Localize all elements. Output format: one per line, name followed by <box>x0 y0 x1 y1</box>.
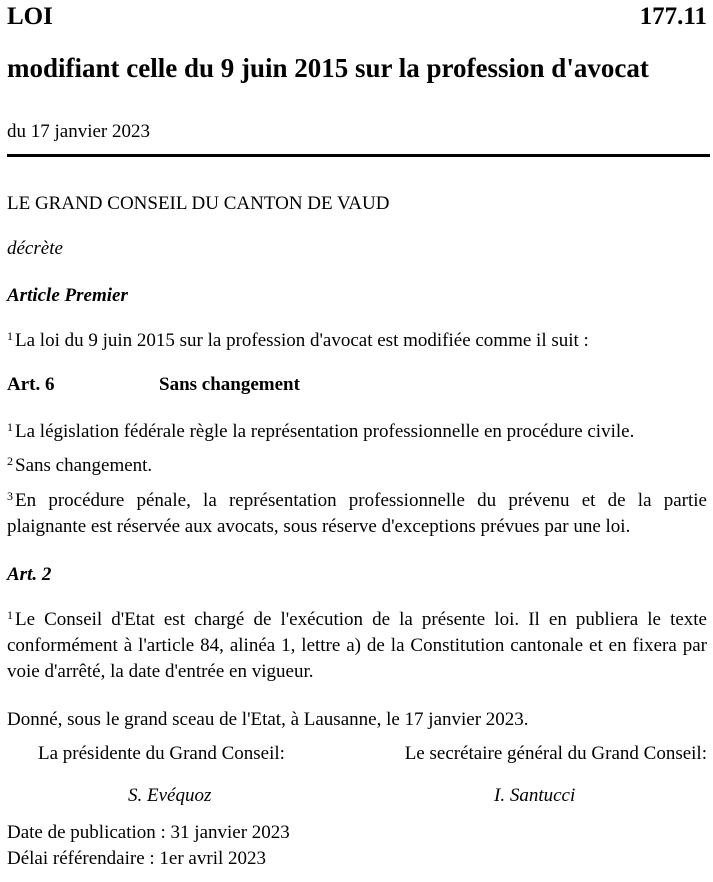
law-number: 177.11 <box>639 3 707 30</box>
alinea-number: 1 <box>7 329 13 343</box>
alinea-text: En procédure pénale, la représentation professionnelle du prévenu et de la partie plaignante est réservée aux avocats, sous réserve d'exceptions prévues par une loi. <box>7 490 707 537</box>
president-title: La présidente du Grand Conseil: <box>38 743 285 764</box>
art6-alinea-3 <box>7 488 707 540</box>
decree-word: décrète <box>7 238 63 259</box>
art6-alinea-1 <box>7 421 634 443</box>
alinea-number: 1 <box>7 608 13 622</box>
alinea-text: Sans changement. <box>15 455 153 476</box>
alinea-text: La législation fédérale règle la représentation professionnelle en procédure civile. <box>15 421 635 442</box>
art2-alinea-1 <box>7 607 707 685</box>
given-statement: Donné, sous le grand sceau de l'Etat, à Lausanne, le 17 janvier 2023. <box>7 709 529 730</box>
president-signature: S. Evéquoz <box>128 785 212 806</box>
art2-heading: Art. 2 <box>7 564 52 585</box>
authority-heading: LE GRAND CONSEIL DU CANTON DE VAUD <box>7 193 390 214</box>
alinea-number: 3 <box>7 489 13 503</box>
law-type: LOI <box>7 3 53 30</box>
article-premier-paragraph <box>7 330 589 352</box>
art6-alinea-2 <box>7 455 152 477</box>
secretary-title: Le secrétaire général du Grand Conseil: <box>404 743 707 764</box>
header-divider <box>7 154 710 157</box>
article-premier-heading: Article Premier <box>7 285 128 306</box>
secretary-signature: I. Santucci <box>494 785 576 806</box>
alinea-text: La loi du 9 juin 2015 sur la profession d'avocat est modifiée comme il suit : <box>15 330 589 351</box>
art6-heading: Art. 6 <box>7 374 55 395</box>
law-date: du 17 janvier 2023 <box>7 121 151 142</box>
alinea-number: 2 <box>7 454 13 468</box>
art6-subheading: Sans changement <box>159 374 300 395</box>
referendum-deadline: Délai référendaire : 1er avril 2023 <box>7 848 267 869</box>
alinea-text: Le Conseil d'Etat est chargé de l'exécution de la présente loi. Il en publiera le texte conformément à l'article 84, alinéa 1, lettre a) de la Constitution cantonale et en fixera par voie d'arrêté, la date d'entrée en vigueur. <box>7 609 707 682</box>
publication-date: Date de publication : 31 janvier 2023 <box>7 822 290 843</box>
alinea-number: 1 <box>7 420 13 434</box>
page-title: modifiant celle du 9 juin 2015 sur la profession d'avocat <box>7 53 649 83</box>
